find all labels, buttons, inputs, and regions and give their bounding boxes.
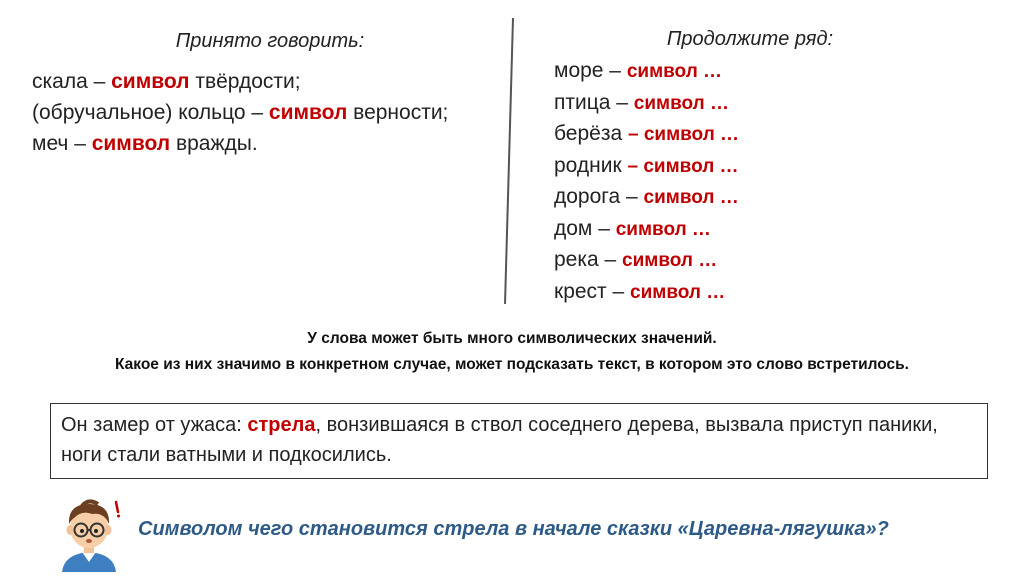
- left-line: (обручальное) кольцо – символ верности;: [32, 101, 449, 124]
- symbol-word: символ …: [630, 281, 726, 303]
- left-examples: [32, 66, 448, 159]
- symbol-word: символ: [268, 101, 348, 124]
- quote-box: Он замер от ужаса: стрела, вонзившаяся в ствол соседнего дерева, вызвала приступ паники, ноги стали ватными и подкосились.: [50, 403, 988, 479]
- left-line: скала – символ твёрдости;: [32, 70, 301, 93]
- column-divider: [504, 18, 514, 304]
- right-series: [554, 56, 739, 308]
- series-line: птица – символ …: [554, 90, 729, 114]
- symbol-word: символ: [111, 70, 190, 93]
- symbol-word: символ …: [622, 250, 718, 271]
- symbol-word: – символ …: [627, 124, 740, 145]
- student-avatar-icon: [52, 492, 126, 572]
- symbol-word: символ …: [633, 92, 729, 114]
- series-line: крест – символ …: [554, 279, 726, 303]
- series-line: родник – символ …: [554, 153, 739, 177]
- symbol-word: символ …: [626, 61, 723, 82]
- question-text: Символом чего становится стрела в начале сказки «Царевна-лягушка»?: [138, 518, 889, 540]
- quote-keyword: стрела: [247, 414, 316, 436]
- symbol-word: символ: [91, 132, 171, 155]
- left-line: меч – символ вражды.: [32, 132, 258, 155]
- symbol-word: – символ …: [627, 155, 739, 177]
- symbol-word: символ …: [643, 187, 739, 208]
- symbol-word: символ …: [615, 218, 711, 240]
- info-line-2: Какое из них значимо в конкретном случае, может подсказать текст, в котором это слово встретилось.: [115, 356, 909, 373]
- series-line: берёза – символ …: [554, 122, 740, 145]
- series-line: море – символ …: [554, 59, 723, 82]
- info-line-1: У слова может быть много символических значений.: [307, 330, 717, 347]
- right-heading: Продолжите ряд:: [666, 28, 834, 50]
- series-line: дорога – символ …: [554, 185, 739, 208]
- left-heading: Принято говорить:: [175, 30, 365, 52]
- series-line: дом – символ …: [554, 216, 711, 240]
- series-line: река – символ …: [554, 248, 718, 271]
